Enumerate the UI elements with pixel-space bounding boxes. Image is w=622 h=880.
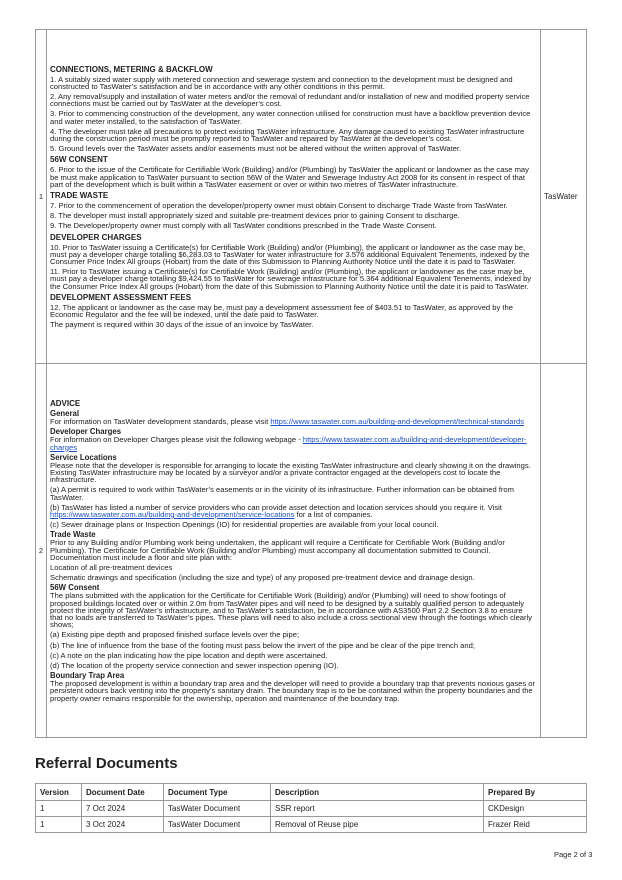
table-cell: SSR report <box>271 801 484 817</box>
advice-paragraph: (c) Sewer drainage plans or Inspection Openings (IO) for residential properties are available from your local council. <box>50 520 439 530</box>
developer-charges-link[interactable]: https://www.taswater.com.au/building-and-development/developer-charges <box>50 435 527 452</box>
advice-paragraph: (a) Existing pipe depth and proposed finished surface levels over the pipe; <box>50 630 300 640</box>
condition-number: 1 <box>36 30 47 364</box>
advice-developer-charges-text: For information on Developer Charges please visit the following webpage - https://www.taswater.com.au/building-and-development/developer-charges <box>50 435 527 452</box>
condition-paragraph: 9. The Developer/property owner must comply with all TasWater conditions prescribed in the Trade Waste Consent. <box>50 221 437 231</box>
condition-paragraph: 12. The applicant or landowner as the case may be, must pay a development assessment fee of $403.51 to TasWater, as approved by the Economic Regulator and the fee will be indexed, until the date paid to TasWater. <box>50 302 513 320</box>
table-cell: CKDesign <box>484 801 587 817</box>
table-cell: TasWater Document <box>164 817 271 833</box>
table-row <box>36 817 587 833</box>
condition-body <box>47 30 541 364</box>
table-header-row <box>36 784 587 801</box>
section-heading: CONNECTIONS, METERING & BACKFLOW <box>50 64 213 74</box>
column-header: Description <box>271 784 484 801</box>
advice-paragraph: The plans submitted with the application for the Certificate for Certifiable Work (Building) and/or (Plumbing) will need to show footings of proposed buildings located over or within 2.0m from TasWater pipes and will need to be designed by a suitably qualified person to adequately protect the integrity of TasWater’s infrastructure, and to TasWater’s satisfaction, be in accordance with AS3500 Part 2.2 Section 3.8 to ensure that no loads are transferred to TasWater’s pipes. These plans will need to also include a cross sectional view through the footings which clearly shows; <box>50 591 533 630</box>
condition-row-1 <box>36 30 587 364</box>
advice-paragraph: (b) The line of influence from the base of the footing must pass below the invert of the pipe and be clear of the pipe trench and; <box>50 640 475 650</box>
condition-paragraph: 7. Prior to the commencement of operation the developer/property owner must obtain Consent to discharge Trade Waste from TasWater. <box>50 201 508 210</box>
table-cell: TasWater Document <box>164 801 271 817</box>
advice-general-title: General <box>50 409 80 419</box>
advice-service-locations-title: Service Locations <box>50 452 117 462</box>
advice-developer-charges-title: Developer Charges <box>50 427 122 437</box>
column-header: Document Type <box>164 784 271 801</box>
table-cell: Frazer Reid <box>484 817 587 833</box>
advice-boundary-trap-title: Boundary Trap Area <box>50 671 125 681</box>
technical-standards-link[interactable]: https://www.taswater.com.au/building-and-development/technical-standards <box>270 417 525 427</box>
advice-paragraph: Prior to any Building and/or Plumbing work being undertaken, the applicant will require a Certificate for Certifiable Work (Building and/or Plumbing). The Certificate for Certifiable Work (Building and/or Plumbing) must accompany all documentation submitted to Council. Documentation must include a floor and site plan with: <box>50 538 505 562</box>
table-cell: 1 <box>36 817 82 833</box>
condition-paragraph: 11. Prior to TasWater issuing a Certificate(s) for Certifiable Work (Building) and/or (Plumbing), the applicant or landowner as the case may be, must pay a developer charge totalling $9,424.55 to TasWater for sewerage infrastructure for 5.364 additional Equivalent Tenements, indexed by the Consumer Price Index All groups (Hobart) from the date of this Submission to Planning Authority Notice until the date it is paid to TasWater. <box>50 267 532 291</box>
prepared-by-cell <box>541 364 587 738</box>
referral-documents-table <box>35 783 587 833</box>
advice-paragraph: Schematic drawings and specification (including the size and type) of any proposed pre-treatment device and drainage design. <box>50 573 475 583</box>
table-cell: Removal of Reuse pipe <box>271 817 484 833</box>
condition-paragraph: 8. The developer must install appropriately sized and suitable pre-treatment devices prior to gaining Consent to discharge. <box>50 211 460 221</box>
condition-number: 2 <box>36 364 47 738</box>
section-heading: DEVELOPMENT ASSESSMENT FEES <box>50 292 192 302</box>
column-header: Document Date <box>82 784 164 801</box>
advice-paragraph: (d) The location of the property service connection and sewer inspection opening (IO). <box>50 661 339 671</box>
condition-paragraph: 5. Ground levels over the TasWater assets and/or easements must not be altered without the written approval of TasWater. <box>50 144 462 154</box>
advice-paragraph: Please note that the developer is responsible for arranging to locate the existing TasWater infrastructure and clearly showing it on the drawings. Existing TasWater infrastructure may be located by a surveyor and/or a private contractor engaged at the developers cost to locate the infrastructure. <box>50 460 531 485</box>
advice-paragraph: Location of all pre-treatment devices <box>50 563 173 572</box>
conditions-table <box>35 29 587 738</box>
table-cell: 7 Oct 2024 <box>82 801 164 817</box>
condition-paragraph: 2. Any removal/supply and installation of water meters and/or the removal of redundant and/or installation of new and modified property service connections must be carried out by TasWater at the developer’s cost. <box>50 91 530 109</box>
advice-trade-waste-title: Trade Waste <box>50 530 96 540</box>
advice-paragraph: (c) A note on the plan indicating how the pipe location and depth were ascertained. <box>50 650 328 660</box>
section-heading: 56W CONSENT <box>50 155 108 165</box>
advice-56w-title: 56W Consent <box>50 583 100 593</box>
condition-paragraph: 10. Prior to TasWater issuing a Certificate(s) for Certifiable Work (Building) and/or (Plumbing), the applicant or landowner as the case may be, must pay a developer charge totalling $6,283.03 to TasWater for water infrastructure for 3.576 additional Equivalent Tenements, indexed by the Consumer Price Index All groups (Hobart) from the date of this Submission to Planning Authority Notice until the date it is paid to TasWater. <box>50 242 530 267</box>
advice-paragraph: (a) A permit is required to work within TasWater’s easements or in the vicinity of its infrastructure. Further information can be obtained from TasWater. <box>50 485 514 502</box>
advice-paragraph: The proposed development is within a boundary trap area and the developer will need to provide a boundary trap that prevents noxious gases or persistent odours back venting into the property’s sanitary drain. The boundary trap is to be be contained within the property boundaries and the property owner remains responsible for the ownership, operation and maintenance of the boundary trap. <box>50 679 536 703</box>
advice-body <box>47 364 541 738</box>
advice-paragraph: (b) TasWater has listed a number of service providers who can provide asset detection and location services should you require it. Visit https://www.taswater.com.au/building-and-development/service-locations for a list of companies. <box>50 502 502 519</box>
section-heading: TRADE WASTE <box>50 191 109 200</box>
condition-paragraph: 1. A suitably sized water supply with metered connection and sewerage system and connection to the development must be designed and constructed to TasWater’s satisfaction and be in accordance with any other conditions in this permit. <box>50 74 513 91</box>
prepared-by-cell: TasWater <box>541 30 587 364</box>
column-header: Prepared By <box>484 784 587 801</box>
condition-paragraph: 6. Prior to the issue of the Certificate for Certifiable Work (Building) and/or (Plumbing) by TasWater the applicant or landowner as the case may be must make application to TasWater pursuant to section 56W of the Water and Sewerage Industry Act 2008 for its consent in respect of that part of the development which is built within a TasWater easement or over or within two metres of TasWater infrastructure. <box>50 165 529 189</box>
table-cell: 1 <box>36 801 82 817</box>
section-heading: DEVELOPER CHARGES <box>50 232 142 242</box>
advice-heading: ADVICE <box>50 399 81 409</box>
advice-general-text: For information on TasWater development standards, please visit https://www.taswater.com.au/building-and-development/technical-standards <box>50 417 525 427</box>
service-locations-link[interactable]: https://www.taswater.com.au/building-and-development/service-locations <box>50 509 295 519</box>
page-number: Page 2 of 3 <box>554 850 593 859</box>
table-cell: 3 Oct 2024 <box>82 817 164 833</box>
table-row <box>36 801 587 817</box>
condition-paragraph: 3. Prior to commencing construction of the development, any water connection utilised for construction must have a backflow prevention device and water meter installed, to the satisfaction of TasWater. <box>50 109 531 126</box>
referral-documents-title: Referral Documents <box>35 755 178 772</box>
condition-paragraph: 4. The developer must take all precautions to protect existing TasWater infrastructure. Any damage caused to existing TasWater infrastructure during the construction period must be promptly reported to TasWater and repaired by TasWater at the developer’s cost. <box>50 126 525 143</box>
column-header: Version <box>36 784 82 801</box>
condition-paragraph: The payment is required within 30 days of the issue of an invoice by TasWater. <box>50 320 314 330</box>
condition-row-2 <box>36 364 587 738</box>
